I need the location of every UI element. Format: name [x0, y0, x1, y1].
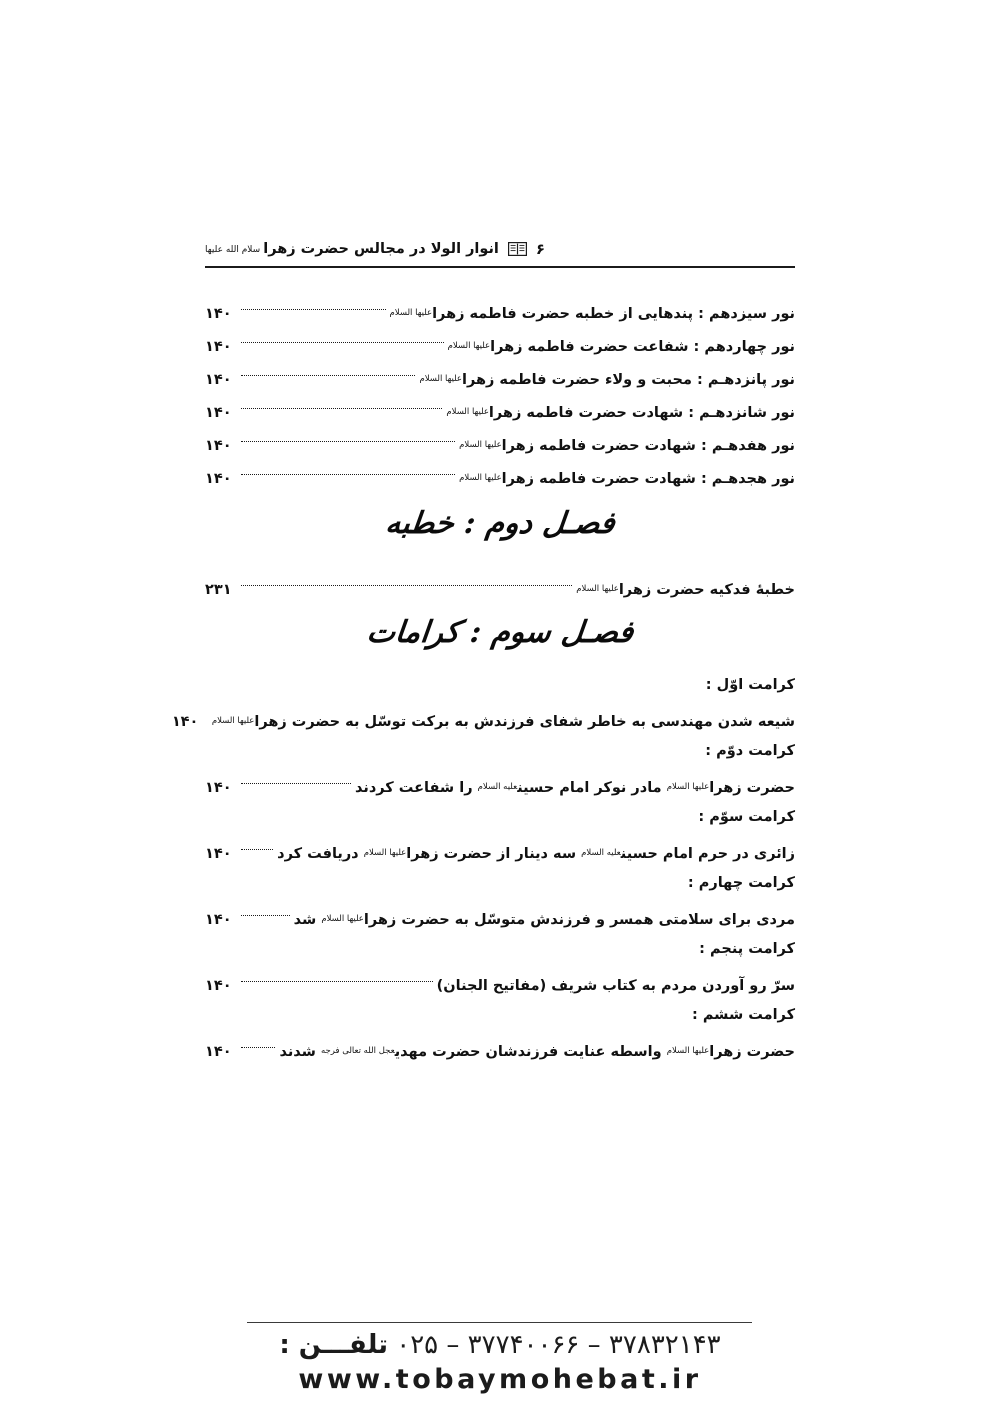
toc-entry-page-number: ۱۴۰ [205, 780, 232, 796]
running-header-honorific: سلام الله علیها [205, 244, 261, 255]
toc-leader-dots [241, 457, 455, 483]
toc-entry-label: نور هجدهـم : شهادت حضرت فاطمه زهرا$^{علیها السلام}$ [459, 471, 795, 487]
toc-entry-label: نور سیزدهم : پندهایی از خطبه حضرت فاطمه زهرا$^{علیها السلام}$ [389, 306, 795, 322]
header-divider-rule [205, 266, 795, 268]
honorific-glyph: علیها السلام [666, 1046, 710, 1056]
toc-leader-dots [241, 832, 273, 858]
toc-entry-page-number: ۱۴۰ [205, 306, 232, 322]
toc-leader-dots [241, 766, 351, 792]
toc-entry[interactable] [205, 832, 795, 862]
page-folio-number: ۶ [535, 239, 546, 258]
toc-entry-page-number: ۱۴۰ [205, 438, 232, 454]
toc-entry-label: حضرت زهرا$^{علیها السلام}$ واسطه عنایت فرزندشان حضرت مهدی$^{عجل الله تعالی فرجه}$ شدند [279, 1044, 795, 1060]
toc-entry-page-number: ۲۳۱ [205, 581, 232, 598]
running-header-title [205, 242, 499, 257]
chapter-heading-two: فصـل دوم : خطبه [383, 506, 617, 541]
footer-divider-rule [247, 1322, 752, 1323]
running-header [205, 236, 795, 262]
toc-entry-label: نور شانزدهـم : شهادت حضرت فاطمه زهرا$^{علیها السلام}$ [446, 405, 795, 421]
honorific-glyph: عجل الله تعالی فرجه [320, 1046, 395, 1056]
honorific-glyph: علیها السلام [576, 583, 619, 594]
karamat-group-title: کرامت ششم : [691, 1007, 795, 1023]
toc-entry-label: حضرت زهرا$^{علیها السلام}$ مادر نوکر امام حسین$^{علیه السلام}$ را شفاعت کردند [355, 780, 795, 796]
toc-leader-dots [241, 1030, 275, 1056]
open-book-icon [508, 242, 527, 256]
honorific-glyph: علیه السلام [581, 848, 621, 858]
toc-entry[interactable] [205, 391, 795, 421]
toc-entry[interactable] [171, 700, 795, 730]
toc-entry-label: خطبۀ فدکیه حضرت زهرا$^{علیها السلام}$ [576, 581, 795, 598]
toc-entry-page-number: ۱۴۰ [205, 471, 232, 487]
toc-entry[interactable] [205, 766, 795, 796]
toc-entry-page-number: ۱۴۰ [205, 372, 232, 388]
toc-entry[interactable] [205, 325, 795, 355]
footer-phone-numbers: ۳۷۸۳۲۱۴۳ – ۳۷۷۴۰۰۶۶ – ۰۲۵ [396, 1330, 721, 1361]
toc-entry-label: نور چهاردهم : شفاعت حضرت فاطمه زهرا$^{علیها السلام}$ [447, 339, 795, 355]
toc-leader-dots [241, 391, 442, 417]
honorific-glyph: علیها السلام [459, 473, 502, 483]
toc-entry-label: نور هفدهـم : شهادت حضرت فاطمه زهرا$^{علیها السلام}$ [459, 438, 795, 454]
karamat-group-title: کرامت دوّم : [705, 743, 795, 759]
toc-entry-page-number: ۱۴۰ [171, 714, 199, 730]
toc-leader-dots [241, 358, 415, 384]
toc-entry-page-number: ۱۴۰ [205, 846, 232, 862]
honorific-glyph: علیها السلام [419, 374, 462, 384]
running-header-book-title: انوار الولا در مجالس حضرت زهرا [263, 240, 499, 257]
toc-entry-page-number: ۱۴۰ [205, 912, 232, 928]
toc-leader-dots [241, 424, 455, 450]
karamat-group-title: کرامت اوّل : [705, 677, 795, 693]
toc-entry[interactable] [205, 964, 795, 994]
toc-entry-label: شیعه شدن مهندسی به خاطر شفای فرزندش به برکت توسّل به حضرت زهرا$^{علیها السلام}$ [211, 714, 795, 730]
toc-entry[interactable] [205, 424, 795, 454]
toc-entry[interactable] [205, 292, 795, 322]
honorific-glyph: علیها السلام [321, 914, 364, 924]
honorific-glyph: علیها السلام [389, 308, 433, 318]
toc-leader-dots [241, 568, 572, 594]
toc-entry-page-number: ۱۴۰ [205, 1044, 232, 1060]
footer-phone-label: تلفـــن : [279, 1330, 388, 1361]
honorific-glyph: علیها السلام [459, 440, 502, 450]
chapter-heading-three: فصـل سوم : کرامات [365, 614, 635, 650]
honorific-glyph: علیها السلام [211, 716, 255, 726]
footer-phone-line [0, 1330, 1000, 1361]
toc-entry-page-number: ۱۴۰ [205, 978, 232, 994]
toc-entry[interactable] [205, 898, 795, 928]
toc-entry[interactable] [205, 457, 795, 487]
toc-leader-dots [241, 898, 290, 924]
karamat-group-title: کرامت پنجم : [699, 941, 795, 957]
toc-entry[interactable] [205, 568, 795, 598]
honorific-glyph: علیها السلام [446, 407, 489, 417]
toc-entry-label: مردی برای سلامتی همسر و فرزندش متوسّل به حضرت زهرا$^{علیها السلام}$ شد [293, 912, 795, 928]
toc-entry-label: سرّ رو آوردن مردم به کتاب شریف (مفاتیح الجنان) [436, 978, 795, 994]
honorific-glyph: علیها السلام [666, 782, 710, 792]
karamat-group-title: کرامت سوّم : [698, 809, 795, 825]
honorific-glyph: علیها السلام [363, 848, 407, 858]
toc-entry-page-number: ۱۴۰ [205, 405, 232, 421]
toc-leader-dots [241, 292, 386, 318]
page-footer [0, 1330, 1000, 1397]
karamat-group-title: کرامت چهارم : [687, 875, 795, 891]
table-of-contents [171, 292, 795, 1068]
toc-entry-page-number: ۱۴۰ [205, 339, 232, 355]
honorific-glyph: علیها السلام [447, 341, 491, 351]
toc-entry[interactable] [205, 358, 795, 388]
honorific-glyph: علیه السلام [477, 782, 518, 792]
toc-entry-label: زائری در حرم امام حسین$^{علیه السلام}$ سه دینار از حضرت زهرا$^{علیها السلام}$ دریافت کرد [277, 846, 795, 862]
toc-leader-dots [241, 325, 444, 351]
toc-leader-dots [241, 964, 433, 990]
toc-entry[interactable] [205, 1030, 795, 1060]
toc-entry-label: نور پانزدهـم : محبت و ولاء حضرت فاطمه زهرا$^{علیها السلام}$ [419, 372, 795, 388]
footer-website[interactable]: www.tobaymohebat.ir [298, 1364, 702, 1396]
